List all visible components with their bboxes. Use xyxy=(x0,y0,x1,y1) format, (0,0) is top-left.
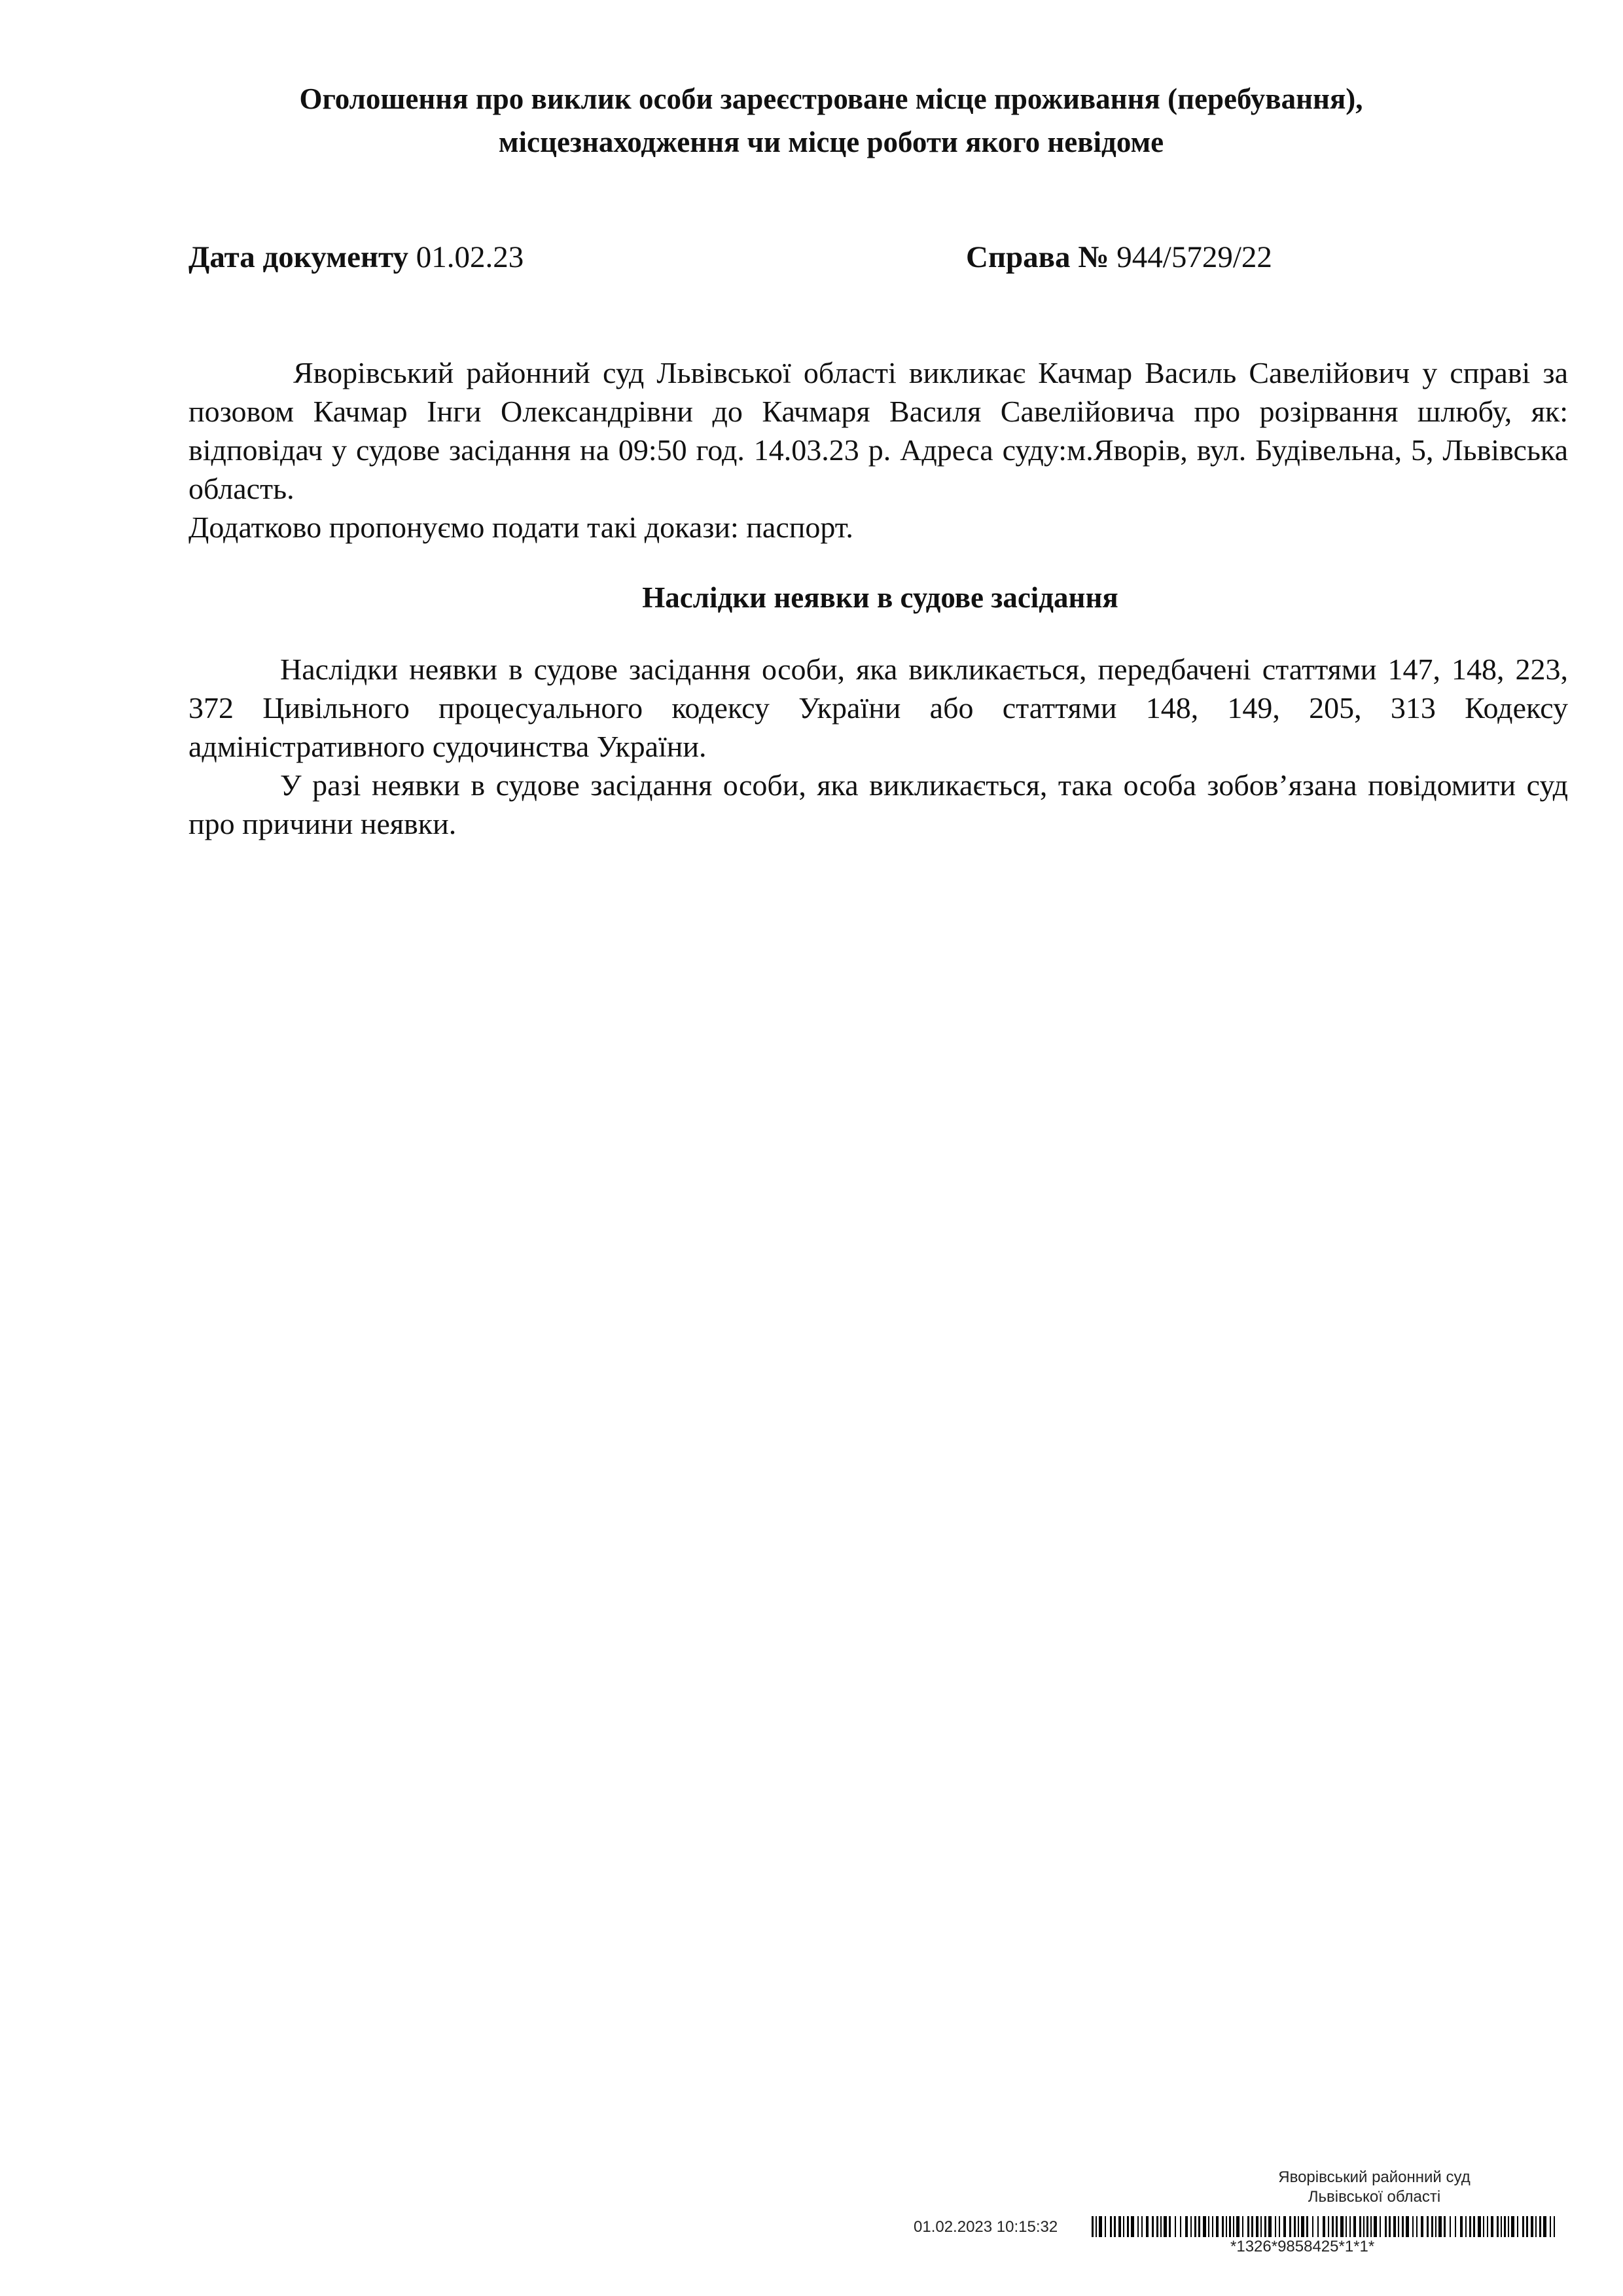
barcode-bar xyxy=(1531,2216,1533,2237)
barcode-bar xyxy=(1236,2216,1240,2237)
barcode-bar xyxy=(1190,2216,1192,2237)
barcode-bar xyxy=(1105,2216,1106,2237)
barcode-bar xyxy=(1363,2216,1364,2237)
barcode-bar xyxy=(1212,2216,1213,2237)
barcode-bar xyxy=(1393,2216,1396,2237)
barcode-bar xyxy=(1268,2216,1272,2237)
barcode-bar xyxy=(1550,2216,1551,2237)
summons-paragraph: Яворівський районний суд Львівської області викликає Качмар Василь Савелійович у справі за позовом Качмар Інги Олександрівни до Качмаря Василя Савелійовича про розірвання шлюбу, як: відповідач у судове засідання на 09:50 год. 14.03.23 р. Адреса суду:м.Яворів, вул. Будівельна, 5, Львівська область. xyxy=(188,356,1568,505)
barcode-bar xyxy=(1264,2216,1266,2237)
barcode-bar xyxy=(1455,2216,1456,2237)
consequences-heading: Наслідки неявки в судове засідання xyxy=(642,581,1118,614)
barcode-bar xyxy=(1402,2216,1404,2237)
barcode-bar xyxy=(1118,2216,1121,2237)
barcode-bar xyxy=(1233,2216,1234,2237)
barcode-bar xyxy=(1412,2216,1414,2237)
barcode-bar xyxy=(1416,2216,1418,2237)
barcode-bar xyxy=(1156,2216,1158,2237)
barcode-bar xyxy=(1421,2216,1423,2237)
barcode-bar xyxy=(1175,2216,1176,2237)
barcode-bar xyxy=(1096,2216,1097,2237)
barcode xyxy=(1092,2216,1563,2237)
barcode-bar xyxy=(1359,2216,1361,2237)
barcode-bar xyxy=(1465,2216,1467,2237)
case-number xyxy=(966,236,1272,279)
document-date-label: Дата документу xyxy=(188,240,409,274)
barcode-bar xyxy=(1483,2216,1484,2237)
barcode-bar xyxy=(1247,2216,1249,2237)
barcode-bar xyxy=(1298,2216,1299,2237)
barcode-bar xyxy=(1306,2216,1308,2237)
barcode-bar xyxy=(1110,2216,1112,2237)
barcode-bar xyxy=(1301,2216,1304,2237)
barcode-bar xyxy=(1131,2216,1134,2237)
barcode-bar xyxy=(1226,2216,1227,2237)
barcode-bar xyxy=(1146,2216,1149,2237)
barcode-bar xyxy=(1256,2216,1258,2237)
barcode-bar xyxy=(1435,2216,1436,2237)
barcode-bar xyxy=(1427,2216,1429,2237)
barcode-bar xyxy=(1323,2216,1325,2237)
barcode-bar xyxy=(1522,2216,1524,2237)
barcode-bar xyxy=(1275,2216,1276,2237)
barcode-bar xyxy=(1554,2216,1555,2237)
barcode-code: *1326*9858425*1*1* xyxy=(1230,2238,1375,2255)
court-stamp-line-1: Яворівський районний суд xyxy=(1278,2168,1471,2186)
barcode-bar xyxy=(1438,2216,1442,2237)
barcode-bar xyxy=(1385,2216,1387,2237)
barcode-bar xyxy=(1123,2216,1124,2237)
barcode-bar xyxy=(1398,2216,1399,2237)
barcode-bar xyxy=(1346,2216,1347,2237)
barcode-bar xyxy=(1279,2216,1280,2237)
barcode-bar xyxy=(1366,2216,1368,2237)
title-line-2: місцезнаходження чи місце роботи якого невідоме xyxy=(498,126,1164,158)
barcode-bar xyxy=(1328,2216,1329,2237)
title-line-1: Оголошення про виклик особи зареєстроване місце проживання (перебування), xyxy=(299,82,1363,115)
barcode-bar xyxy=(1353,2216,1356,2237)
barcode-bar xyxy=(1164,2216,1167,2237)
barcode-bar xyxy=(1169,2216,1171,2237)
barcode-bar xyxy=(1216,2216,1219,2237)
barcode-bar xyxy=(1198,2216,1200,2237)
document-date xyxy=(188,236,524,279)
consequences-section xyxy=(188,650,1568,843)
barcode-bar xyxy=(1317,2216,1319,2237)
barcode-bar xyxy=(1208,2216,1209,2237)
barcode-bar xyxy=(1478,2216,1481,2237)
barcode-bar xyxy=(1370,2216,1372,2237)
barcode-bar xyxy=(1194,2216,1196,2237)
barcode-bar xyxy=(1508,2216,1509,2237)
document-date-value: 01.02.23 xyxy=(416,240,524,274)
barcode-bar xyxy=(1160,2216,1162,2237)
barcode-bar xyxy=(1340,2216,1344,2237)
barcode-bar xyxy=(1289,2216,1291,2237)
stamp-datetime: 01.02.2023 10:15:32 xyxy=(914,2218,1058,2236)
barcode-bar xyxy=(1444,2216,1446,2237)
barcode-bar xyxy=(1389,2216,1391,2237)
barcode-bar xyxy=(1511,2216,1514,2237)
barcode-bar xyxy=(1242,2216,1243,2237)
consequences-paragraph-1: Наслідки неявки в судове засідання особи, яка викликається, передбачені статтями 147, 148, 223, 372 Цивільного процесуального кодексу України або статтями 148, 149, 205, 313 Кодексу адміністративного судочинства України. xyxy=(188,653,1568,763)
evidence-line: Додатково пропонуємо подати такі докази: паспорт. xyxy=(188,511,853,544)
barcode-bar xyxy=(1469,2216,1471,2237)
barcode-bar xyxy=(1180,2216,1181,2237)
barcode-bar xyxy=(1332,2216,1334,2237)
barcode-bar xyxy=(1491,2216,1493,2237)
barcode-bar xyxy=(1526,2216,1528,2237)
barcode-bar xyxy=(1380,2216,1381,2237)
barcode-bar xyxy=(1251,2216,1253,2237)
barcode-bar xyxy=(1431,2216,1433,2237)
barcode-bar xyxy=(1222,2216,1224,2237)
barcode-bar xyxy=(1152,2216,1154,2237)
barcode-bar xyxy=(1260,2216,1262,2237)
barcode-bar xyxy=(1406,2216,1409,2237)
barcode-bar xyxy=(1501,2216,1502,2237)
barcode-bar xyxy=(1374,2216,1377,2237)
barcode-bar xyxy=(1349,2216,1351,2237)
barcode-bar xyxy=(1099,2216,1102,2237)
barcode-bar xyxy=(1336,2216,1338,2237)
court-stamp xyxy=(1165,2168,1584,2207)
barcode-bar xyxy=(1114,2216,1116,2237)
barcode-bar xyxy=(1460,2216,1463,2237)
page-title xyxy=(196,77,1466,164)
barcode-bar xyxy=(1504,2216,1506,2237)
barcode-bar xyxy=(1497,2216,1499,2237)
barcode-bar xyxy=(1473,2216,1475,2237)
barcode-bar xyxy=(1487,2216,1488,2237)
case-number-value: 944/5729/22 xyxy=(1116,240,1272,274)
barcode-bar xyxy=(1312,2216,1313,2237)
barcode-bar xyxy=(1137,2216,1139,2237)
summons-section xyxy=(188,353,1568,547)
barcode-bar xyxy=(1127,2216,1129,2237)
case-number-label: Справа № xyxy=(966,240,1109,274)
barcode-bar xyxy=(1543,2216,1546,2237)
barcode-bar xyxy=(1229,2216,1231,2237)
barcode-bar xyxy=(1535,2216,1537,2237)
barcode-bar xyxy=(1450,2216,1451,2237)
barcode-bar xyxy=(1283,2216,1286,2237)
barcode-bar xyxy=(1517,2216,1518,2237)
barcode-bar xyxy=(1294,2216,1296,2237)
barcode-bar xyxy=(1141,2216,1143,2237)
consequences-paragraph-2: У разі неявки в судове засідання особи, яка викликається, така особа зобов’язана повідомити суд про причини неявки. xyxy=(188,768,1568,840)
barcode-bar xyxy=(1185,2216,1188,2237)
barcode-bar xyxy=(1539,2216,1541,2237)
court-stamp-line-2: Львівської області xyxy=(1308,2188,1441,2206)
barcode-bar xyxy=(1092,2216,1094,2237)
barcode-bar xyxy=(1203,2216,1206,2237)
